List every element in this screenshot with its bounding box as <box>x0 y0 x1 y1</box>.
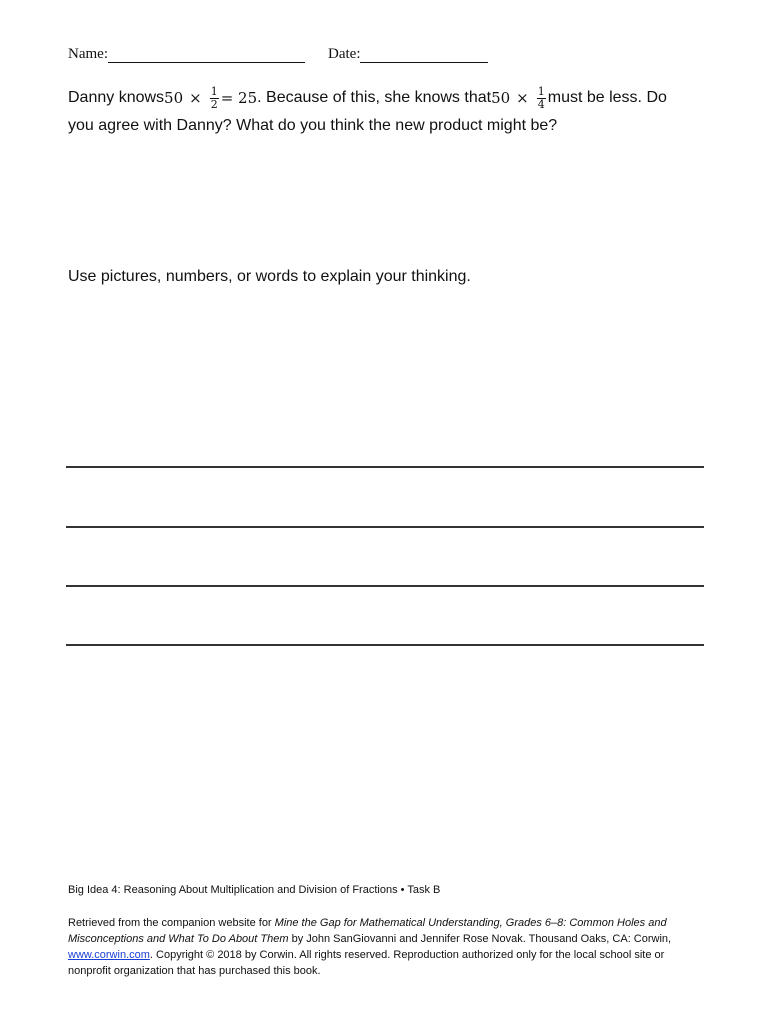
date-blank-line[interactable] <box>360 47 488 63</box>
name-field[interactable] <box>68 46 305 63</box>
book-title: Mine the Gap for Mathematical Understanding, Grades 6–8: Common Holes and Misconceptions and What To Do About Them <box>68 917 667 945</box>
answer-line-2[interactable] <box>66 526 704 528</box>
task-label: Big Idea 4: Reasoning About Multiplication and Division of Fractions • Task B <box>68 884 441 896</box>
fraction-one-half-numerator: 1 <box>210 84 218 98</box>
question-part-1: Danny knows <box>68 89 165 106</box>
explain-prompt: Use pictures, numbers, or words to explain your thinking. <box>68 268 471 285</box>
times-symbol-1: × <box>189 89 202 107</box>
credit-suffix: . Copyright © 2018 by Corwin. All rights reserved. Reproduction authorized only for the local school site or nonprofit organization that has purchased this book. <box>68 949 665 977</box>
name-blank-line[interactable] <box>108 47 305 63</box>
fraction-one-half-denominator: 2 <box>210 97 218 111</box>
corwin-link[interactable]: www.corwin.com <box>68 949 150 961</box>
answer-line-3[interactable] <box>66 585 704 587</box>
question-text <box>68 83 708 139</box>
fraction-one-quarter <box>537 86 546 111</box>
expr1-multiplicand: 50 <box>164 89 184 107</box>
equals-result: = 25 <box>220 89 258 107</box>
answer-line-1[interactable] <box>66 466 704 468</box>
fraction-one-quarter-numerator: 1 <box>537 84 545 98</box>
question-part-3: must be less. Do <box>547 89 667 106</box>
name-label: Name: <box>68 46 108 62</box>
question-line-2: you agree with Danny? What do you think the new product might be? <box>68 117 558 134</box>
credit-prefix: Retrieved from the companion website for <box>68 917 275 929</box>
question-line-1 <box>68 83 708 113</box>
times-symbol-2: × <box>516 89 529 107</box>
credit-authors: by John SanGiovanni and Jennifer Rose Novak. Thousand Oaks, CA: Corwin, <box>288 933 672 945</box>
credit-text <box>68 915 708 979</box>
date-label: Date: <box>328 46 361 62</box>
fraction-one-half <box>210 86 219 111</box>
question-part-2: . Because of this, she knows that <box>257 89 492 106</box>
fraction-one-quarter-denominator: 4 <box>537 97 545 111</box>
date-field[interactable] <box>328 46 488 63</box>
answer-line-4[interactable] <box>66 644 704 646</box>
expr2-multiplicand: 50 <box>491 89 511 107</box>
